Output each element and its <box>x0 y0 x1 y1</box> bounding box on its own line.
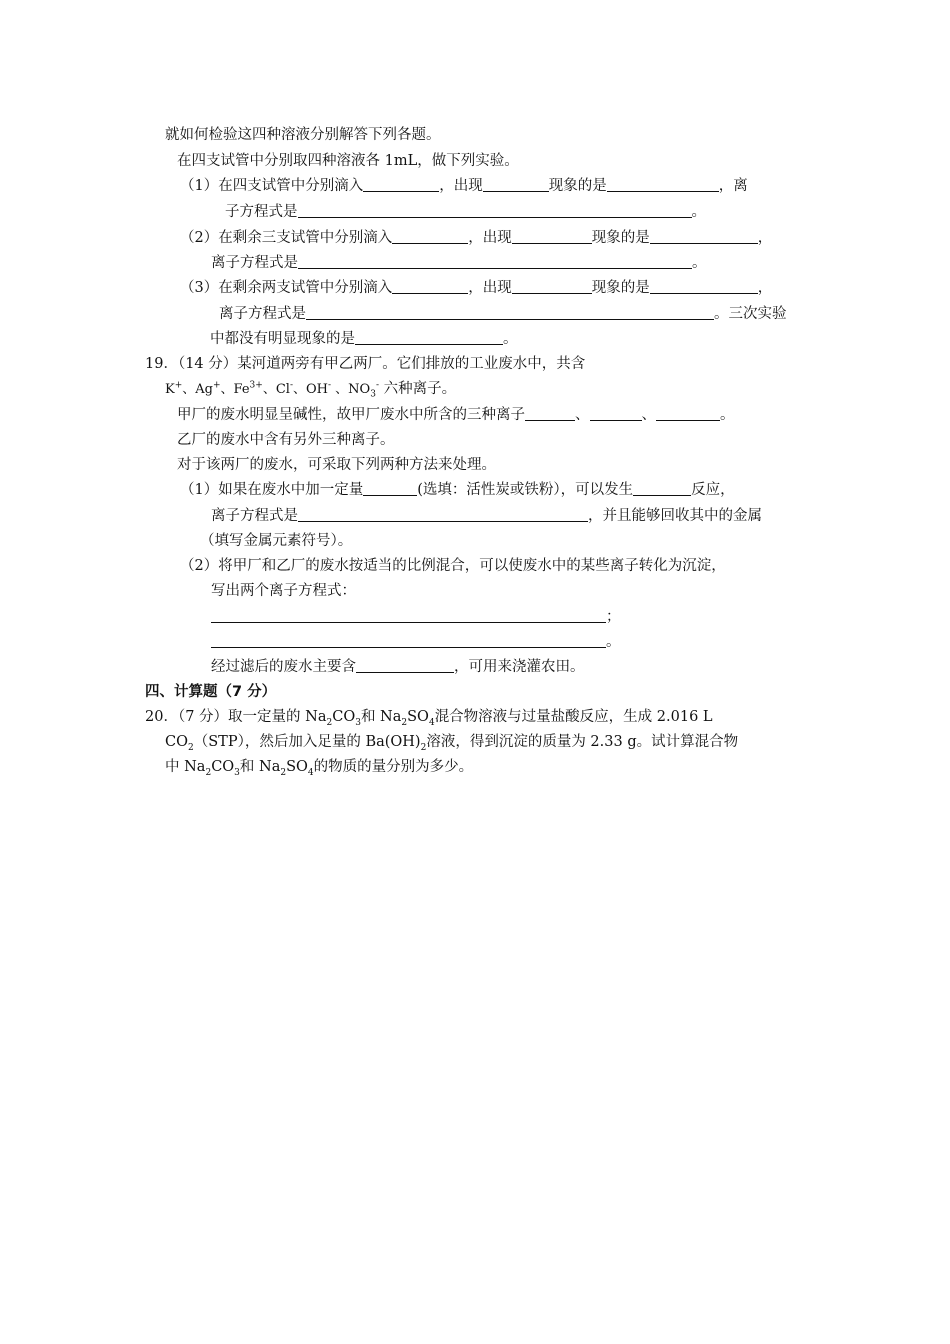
q3-line-3: 中都没有明显现象的是 。 <box>210 331 518 347</box>
blank[interactable] <box>363 481 417 496</box>
blank[interactable] <box>356 658 454 673</box>
intro-line-1: 就如何检验这四种溶液分别解答下列各题。 <box>165 127 441 143</box>
p20-line-1: 20．（7 分）取一定量的 $Na_2CO_3$和 $Na_2SO_4$混合物溶液与过量盐酸反应，生成 2.016 L <box>145 709 713 728</box>
blank[interactable] <box>650 229 758 244</box>
p19-line-1: 19．（14 分）某河道两旁有甲乙两厂。它们排放的工业废水中，共含 <box>145 356 586 372</box>
blank[interactable] <box>525 406 575 421</box>
blank[interactable] <box>392 279 468 294</box>
blank[interactable] <box>306 305 714 320</box>
q3-line-1: （3）在剩余两支试管中分别滴入 ，出现 现象的是 ， <box>180 280 773 296</box>
p19-s2-line-2: 写出两个离子方程式： <box>211 583 356 599</box>
intro-line-2: 在四支试管中分别取四种溶液各 1mL，做下列实验。 <box>177 153 519 169</box>
p19-s1-line-3: （填写金属元素符号）。 <box>200 533 353 549</box>
p19-s2-line-1: （2）将甲厂和乙厂的废水按适当的比例混合，可以使废水中的某些离子转化为沉淀， <box>180 558 726 574</box>
p19-s1-line-2: 离子方程式是 ，并且能够回收其中的金属 <box>211 508 762 524</box>
q1-line-1: （1）在四支试管中分别滴入 ，出现 现象的是 ，离 <box>180 178 748 194</box>
q2-line-2: 离子方程式是 。 <box>211 255 707 271</box>
blank[interactable] <box>363 177 439 192</box>
p20-line-2: $CO_2(STP)$，然后加入足量的 $Ba(OH)_2$溶液，得到沉淀的质量为 2.33 g。试计算混合物 <box>165 734 739 753</box>
p19-ions-line: K+、Ag+、$Fe^{3+}$、Cl-、OH- 、$NO_3^-$ 六种离子。 <box>165 380 457 400</box>
q1-line-2: 子方程式是 。 <box>225 204 706 220</box>
blank[interactable] <box>392 229 468 244</box>
blank[interactable] <box>633 481 691 496</box>
p19-equation-2: 。 <box>211 633 621 651</box>
blank[interactable] <box>211 633 606 648</box>
p19-last-line: 经过滤后的废水主要含 ，可用来浇灌农田。 <box>211 659 585 675</box>
blank[interactable] <box>650 279 758 294</box>
p19-s1-line-1: （1）如果在废水中加一定量 (选填：活性炭或铁粉），可以发生 反应， <box>180 482 735 498</box>
blank[interactable] <box>298 507 588 522</box>
blank[interactable] <box>607 177 719 192</box>
q3-line-2: 离子方程式是 。三次实验 <box>219 306 787 322</box>
blank[interactable] <box>512 279 592 294</box>
p19-line-3: 甲厂的废水明显呈碱性，故甲厂废水中所含的三种离子 、 、 。 <box>177 407 735 423</box>
blank[interactable] <box>656 406 720 421</box>
p20-line-3: 中 $Na_2CO_3$和 $Na_2SO_4$的物质的量分别为多少。 <box>165 759 474 778</box>
section-heading: 四、计算题（7 分） <box>145 684 277 700</box>
blank[interactable] <box>298 254 692 269</box>
p19-line-4: 乙厂的废水中含有另外三种离子。 <box>177 432 395 448</box>
q2-line-1: （2）在剩余三支试管中分别滴入 ，出现 现象的是 ， <box>180 230 773 246</box>
blank[interactable] <box>512 229 592 244</box>
blank[interactable] <box>483 177 549 192</box>
p19-line-5: 对于该两厂的废水，可采取下列两种方法来处理。 <box>177 457 496 473</box>
p19-equation-1: ； <box>211 608 621 626</box>
blank[interactable] <box>355 330 503 345</box>
blank[interactable] <box>211 608 606 623</box>
blank[interactable] <box>298 203 692 218</box>
blank[interactable] <box>590 406 642 421</box>
